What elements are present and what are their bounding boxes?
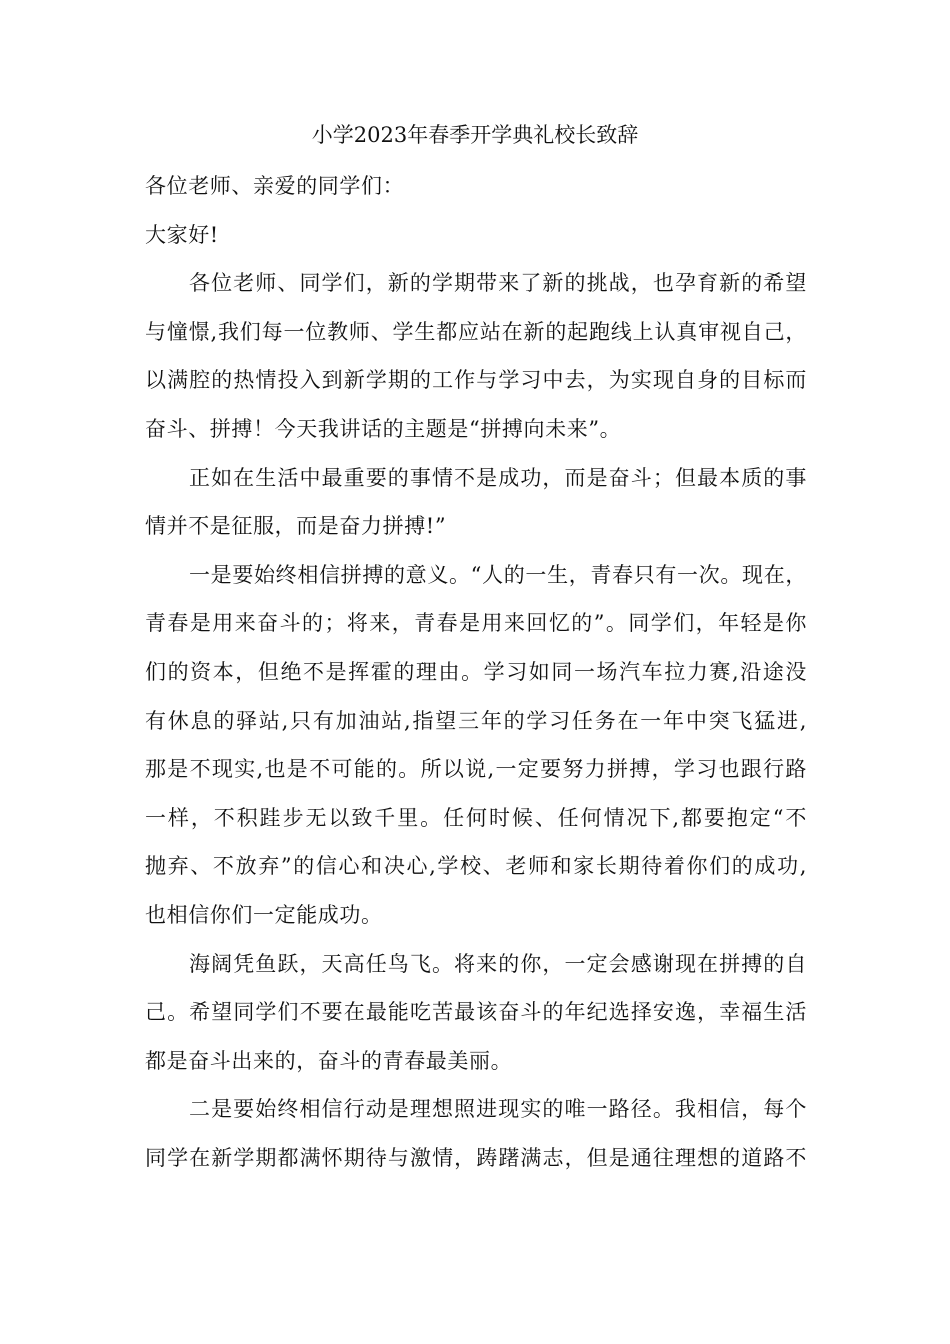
- paragraph-line: 一样，不积跬步无以致千里。任何时候、任何情况下,都要抱定“不: [145, 805, 807, 830]
- paragraph-line: 青春是用来奋斗的；将来，青春是用来回忆的”。同学们，年轻是你: [145, 611, 807, 636]
- paragraph-line: 一是要始终相信拼搏的意义。“人的一生，青春只有一次。现在，: [189, 562, 807, 587]
- paragraph-line: 奋斗、拼搏！今天我讲话的主题是“拼搏向未来”。: [145, 416, 622, 441]
- paragraph-line: 也相信你们一定能成功。: [145, 902, 383, 927]
- document-title: 小学2023年春季开学典礼校长致辞: [311, 123, 639, 147]
- paragraph-line: 各位老师、同学们，新的学期带来了新的挑战，也孕育新的希望: [189, 271, 807, 296]
- paragraph-line: 二是要始终相信行动是理想照进现实的唯一路径。我相信，每个: [189, 1097, 807, 1122]
- paragraph-line: 那是不现实,也是不可能的。所以说,一定要努力拼搏，学习也跟行路: [145, 757, 807, 782]
- paragraph-line: 与憧憬,我们每一位教师、学生都应站在新的起跑线上认真审视自己，: [145, 319, 807, 344]
- greeting-line: 大家好!: [145, 222, 219, 247]
- paragraph-line: 有休息的驿站,只有加油站,指望三年的学习任务在一年中突飞猛进,: [145, 708, 807, 733]
- paragraph-line: 同学在新学期都满怀期待与激情，踌躇满志，但是通往理想的道路不: [145, 1145, 807, 1170]
- paragraph-line: 抛弃、不放弃”的信心和决心,学校、老师和家长期待着你们的成功,: [145, 854, 807, 879]
- paragraph-line: 情并不是征服，而是奋力拼搏!”: [145, 514, 447, 539]
- paragraph-line: 都是奋斗出来的，奋斗的青春最美丽。: [145, 1048, 513, 1073]
- paragraph-line: 海阔凭鱼跃，天高任鸟飞。将来的你，一定会感谢现在拼搏的自: [189, 951, 807, 976]
- paragraph-line: 己。希望同学们不要在最能吃苦最该奋斗的年纪选择安逸，幸福生活: [145, 1000, 807, 1025]
- paragraph-line: 们的资本，但绝不是挥霍的理由。学习如同一场汽车拉力赛,沿途没: [145, 659, 807, 684]
- paragraph-line: 正如在生活中最重要的事情不是成功，而是奋斗；但最本质的事: [189, 465, 807, 490]
- salutation-line: 各位老师、亲爱的同学们：: [145, 174, 405, 198]
- document-body: [145, 162, 807, 1182]
- paragraph-line: 以满腔的热情投入到新学期的工作与学习中去，为实现自身的目标而: [145, 368, 807, 393]
